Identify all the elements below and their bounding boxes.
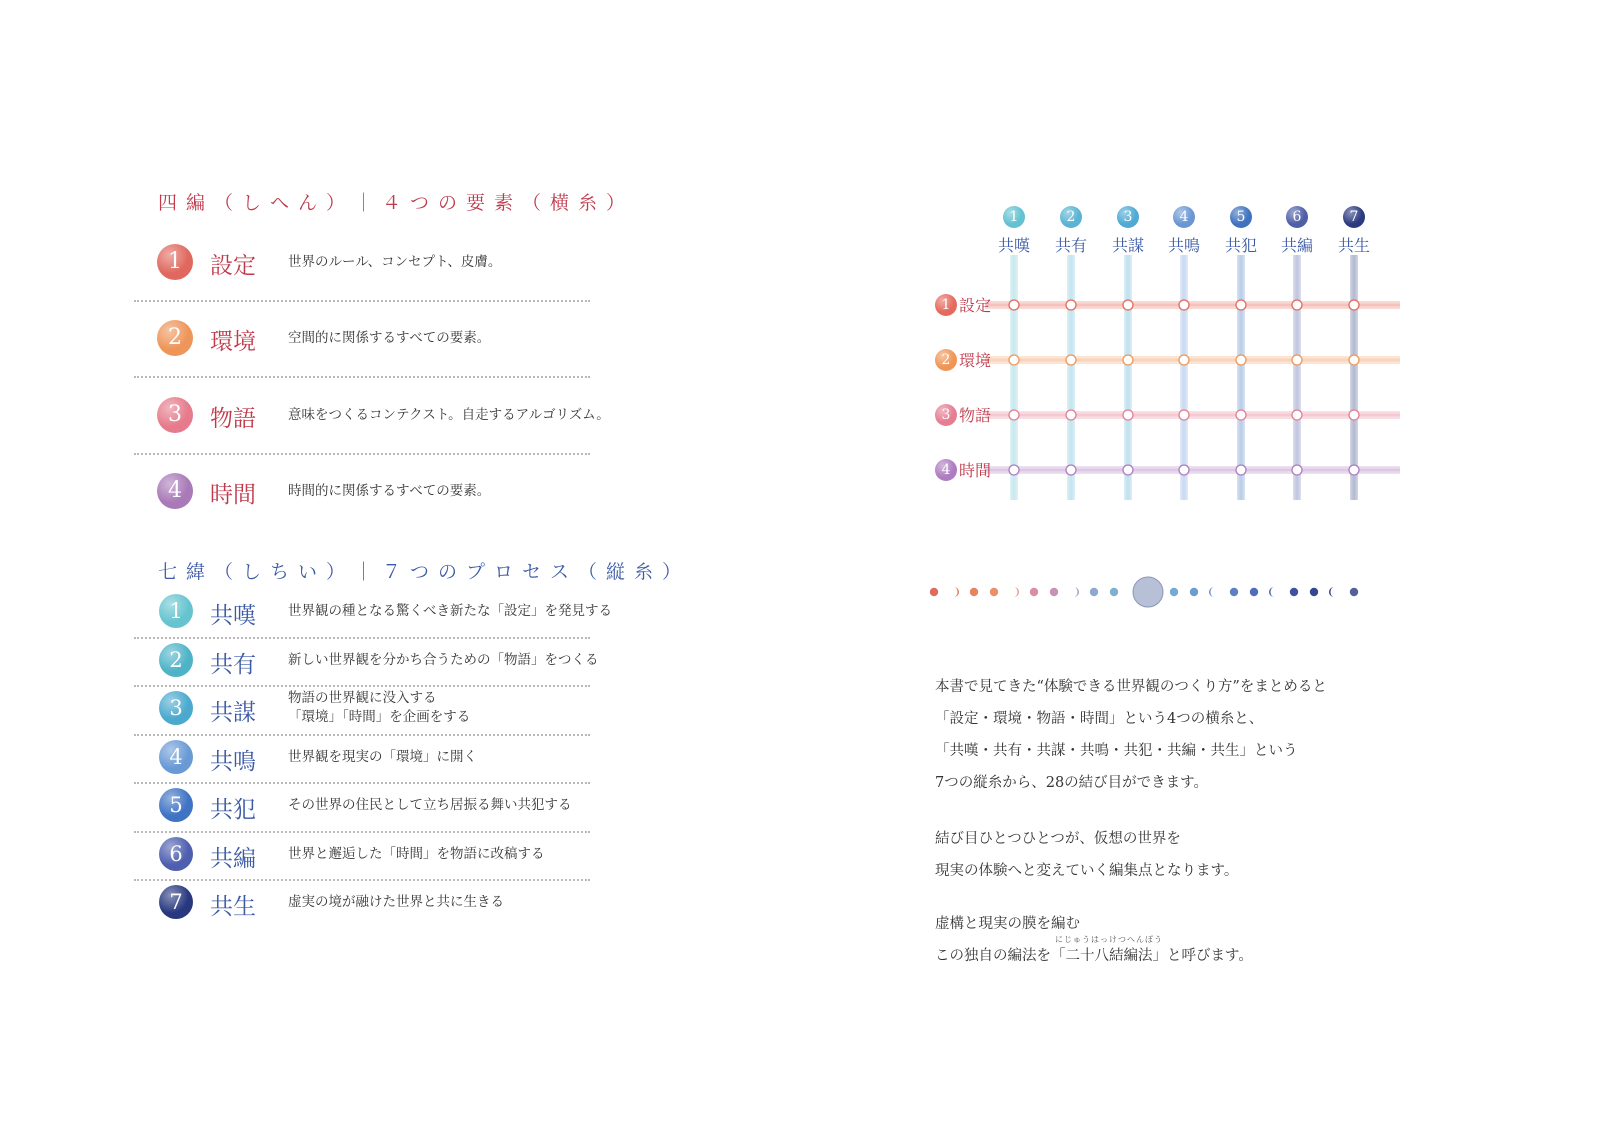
row-number-circle: 4 bbox=[935, 459, 957, 481]
moon-phase bbox=[1090, 588, 1098, 596]
column-label: 共嘆 bbox=[997, 236, 1030, 255]
shichii-number-circle: 4 bbox=[159, 740, 193, 774]
moon-phase bbox=[970, 588, 978, 596]
summary-line: 7つの縦糸から、28の結び目ができます。 bbox=[935, 775, 1209, 791]
moon-phase bbox=[930, 588, 938, 596]
row-number-circle: 2 bbox=[935, 349, 957, 371]
moon-phase bbox=[1110, 588, 1118, 596]
weave-knot bbox=[1236, 355, 1246, 365]
column-number-circle: 4 bbox=[1173, 206, 1195, 228]
row-label: 物語 bbox=[959, 406, 992, 425]
weave-knot bbox=[1292, 300, 1302, 310]
method-ruby: にじゅうはっけつへんぽう bbox=[1055, 935, 1163, 944]
shihen-term: 設定 bbox=[210, 253, 256, 279]
shichii-desc-line: 物語の世界観に没入する bbox=[288, 690, 437, 706]
shihen-desc: 空間的に関係するすべての要素。 bbox=[288, 330, 491, 346]
weave-knot bbox=[1179, 410, 1189, 420]
row-number-circle: 1 bbox=[935, 294, 957, 316]
shihen-number-circle: 1 bbox=[157, 244, 193, 280]
full-moon bbox=[1133, 577, 1163, 607]
shichii-desc bbox=[288, 893, 504, 912]
weave-knot bbox=[1236, 300, 1246, 310]
summary-line: 「共嘆・共有・共謀・共鳴・共犯・共編・共生」という bbox=[935, 743, 1298, 759]
shichii-term: 共犯 bbox=[210, 797, 256, 823]
moon-phase bbox=[1014, 587, 1019, 597]
weave-knot bbox=[1349, 465, 1359, 475]
closing-line-1: 虚構と現実の膜を編む bbox=[935, 916, 1080, 932]
column-label: 共有 bbox=[1054, 236, 1087, 255]
column-header bbox=[1156, 206, 1212, 256]
shihen-heading: 四編（しへん）｜４つの要素（横糸） bbox=[158, 192, 635, 214]
column-number-circle: 6 bbox=[1286, 206, 1308, 228]
weave-knot bbox=[1123, 465, 1133, 475]
shichii-desc bbox=[288, 651, 599, 670]
column-header bbox=[1100, 206, 1156, 256]
weave-threads bbox=[0, 0, 1600, 520]
column-number-circle: 3 bbox=[1117, 206, 1139, 228]
shihen-term: 環境 bbox=[210, 329, 256, 355]
summary-line: 「設定・環境・物語・時間」という4つの横糸と、 bbox=[935, 711, 1264, 727]
moon-phase bbox=[1170, 588, 1178, 596]
summary-line: 本書で見てきた“体験できる世界観のつくり方”をまとめると bbox=[935, 679, 1327, 695]
row-label: 環境 bbox=[959, 351, 992, 370]
column-header bbox=[1213, 206, 1269, 256]
moon-phase bbox=[1310, 588, 1318, 596]
weave-knot bbox=[1179, 300, 1189, 310]
shihen-number-circle: 2 bbox=[157, 320, 193, 356]
shichii-number-circle: 2 bbox=[159, 643, 193, 677]
weave-knot bbox=[1292, 355, 1302, 365]
shichii-desc bbox=[288, 689, 470, 727]
moon-phase bbox=[954, 587, 959, 597]
column-header bbox=[986, 206, 1042, 256]
column-number-circle: 2 bbox=[1060, 206, 1082, 228]
weave-knot bbox=[1009, 355, 1019, 365]
row-header bbox=[935, 348, 991, 371]
moon-phase bbox=[1269, 587, 1274, 597]
weave-knot bbox=[1349, 300, 1359, 310]
shichii-desc-line: 虚実の境が融けた世界と共に生きる bbox=[288, 894, 504, 910]
knot-line: 現実の体験へと変えていく編集点となります。 bbox=[935, 863, 1239, 879]
moon-phase bbox=[1074, 587, 1079, 597]
shichii-number-circle: 5 bbox=[159, 788, 193, 822]
column-number-circle: 7 bbox=[1343, 206, 1365, 228]
knot-line: 結び目ひとつひとつが、仮想の世界を bbox=[935, 831, 1181, 847]
moon-phase bbox=[1190, 588, 1198, 596]
shihen-term: 物語 bbox=[210, 406, 256, 432]
column-label: 共謀 bbox=[1111, 236, 1144, 255]
column-header bbox=[1043, 206, 1099, 256]
shichii-term: 共鳴 bbox=[210, 748, 256, 775]
moon-phase bbox=[1250, 588, 1258, 596]
shichii-desc-line: 「環境」「時間」を企画をする bbox=[288, 709, 471, 725]
shichii-term: 共謀 bbox=[210, 700, 256, 726]
weave-knot bbox=[1066, 355, 1076, 365]
shichii-term: 共嘆 bbox=[210, 603, 256, 629]
shichii-term: 共編 bbox=[210, 845, 256, 872]
column-label: 共鳴 bbox=[1167, 236, 1200, 255]
shichii-term: 共有 bbox=[210, 651, 256, 678]
weave-knot bbox=[1292, 410, 1302, 420]
shihen-number-circle: 3 bbox=[157, 397, 193, 433]
shichii-heading: 七緯（しちい）｜７つのプロセス（縦糸） bbox=[158, 561, 691, 583]
column-number-circle: 1 bbox=[1003, 206, 1025, 228]
weave-knot bbox=[1066, 410, 1076, 420]
shichii-desc-line: 世界観を現実の「環境」に開く bbox=[288, 748, 477, 765]
weave-knot bbox=[1179, 465, 1189, 475]
weave-knot bbox=[1123, 300, 1133, 310]
row-header bbox=[935, 403, 991, 426]
shichii-term: 共生 bbox=[210, 894, 256, 920]
shichii-number-circle: 7 bbox=[159, 885, 193, 919]
moon-phase bbox=[1230, 588, 1238, 596]
moon-phase bbox=[1290, 588, 1298, 596]
shichii-desc bbox=[288, 748, 477, 767]
moon-phase bbox=[1050, 588, 1058, 596]
weave-knot bbox=[1349, 410, 1359, 420]
moon-phase bbox=[1329, 587, 1334, 597]
shihen-desc: 意味をつくるコンテクスト。自走するアルゴリズム。 bbox=[288, 407, 610, 423]
column-number-circle: 5 bbox=[1230, 206, 1252, 228]
shihen-term: 時間 bbox=[210, 482, 256, 508]
shichii-desc bbox=[288, 602, 612, 621]
shichii-number-circle: 1 bbox=[159, 594, 193, 628]
shichii-number-circle: 3 bbox=[159, 691, 193, 725]
weave-knot bbox=[1179, 355, 1189, 365]
shihen-desc: 世界のルール、コンセプト、皮膚。 bbox=[288, 254, 502, 270]
weave-knot bbox=[1349, 355, 1359, 365]
weave-knot bbox=[1066, 465, 1076, 475]
row-label: 設定 bbox=[959, 296, 992, 315]
weave-knot bbox=[1066, 300, 1076, 310]
moon-phase bbox=[990, 588, 998, 596]
shichii-desc bbox=[288, 796, 572, 815]
moon-phase bbox=[1209, 587, 1214, 597]
row-header bbox=[935, 458, 991, 481]
row-header bbox=[935, 293, 991, 316]
column-label: 共犯 bbox=[1224, 236, 1257, 255]
row-number-circle: 3 bbox=[935, 404, 957, 426]
column-label: 共編 bbox=[1280, 236, 1313, 255]
shihen-desc: 時間的に関係するすべての要素。 bbox=[288, 483, 491, 499]
shihen-number-circle: 4 bbox=[157, 473, 193, 509]
shichii-desc-line: その世界の住民として立ち居振る舞い共犯する bbox=[288, 797, 572, 813]
moon-phase bbox=[1350, 588, 1358, 596]
shichii-desc-line: 世界観の種となる驚くべき新たな「設定」を発見する bbox=[288, 603, 612, 619]
moon-phase bbox=[1030, 588, 1038, 596]
shichii-number-circle: 6 bbox=[159, 837, 193, 871]
weave-knot bbox=[1236, 465, 1246, 475]
weave-knot bbox=[1123, 410, 1133, 420]
weave-knot bbox=[1123, 355, 1133, 365]
moon-phase-strip bbox=[920, 570, 1370, 614]
weave-knot bbox=[1236, 410, 1246, 420]
closing-line-2: この独自の編法を「二十八結編法」と呼びます。 bbox=[935, 948, 1253, 964]
shichii-desc-line: 世界と邂逅した「時間」を物語に改稿する bbox=[288, 845, 545, 862]
column-header bbox=[1269, 206, 1325, 256]
shichii-desc-line: 新しい世界観を分かち合うための「物語」をつくる bbox=[288, 651, 599, 668]
weave-knot bbox=[1292, 465, 1302, 475]
weave-knot bbox=[1009, 410, 1019, 420]
weave-knot bbox=[1009, 300, 1019, 310]
row-label: 時間 bbox=[959, 461, 992, 480]
weave-knot bbox=[1009, 465, 1019, 475]
column-label: 共生 bbox=[1337, 236, 1370, 255]
column-header bbox=[1326, 206, 1382, 256]
shichii-desc bbox=[288, 845, 545, 864]
